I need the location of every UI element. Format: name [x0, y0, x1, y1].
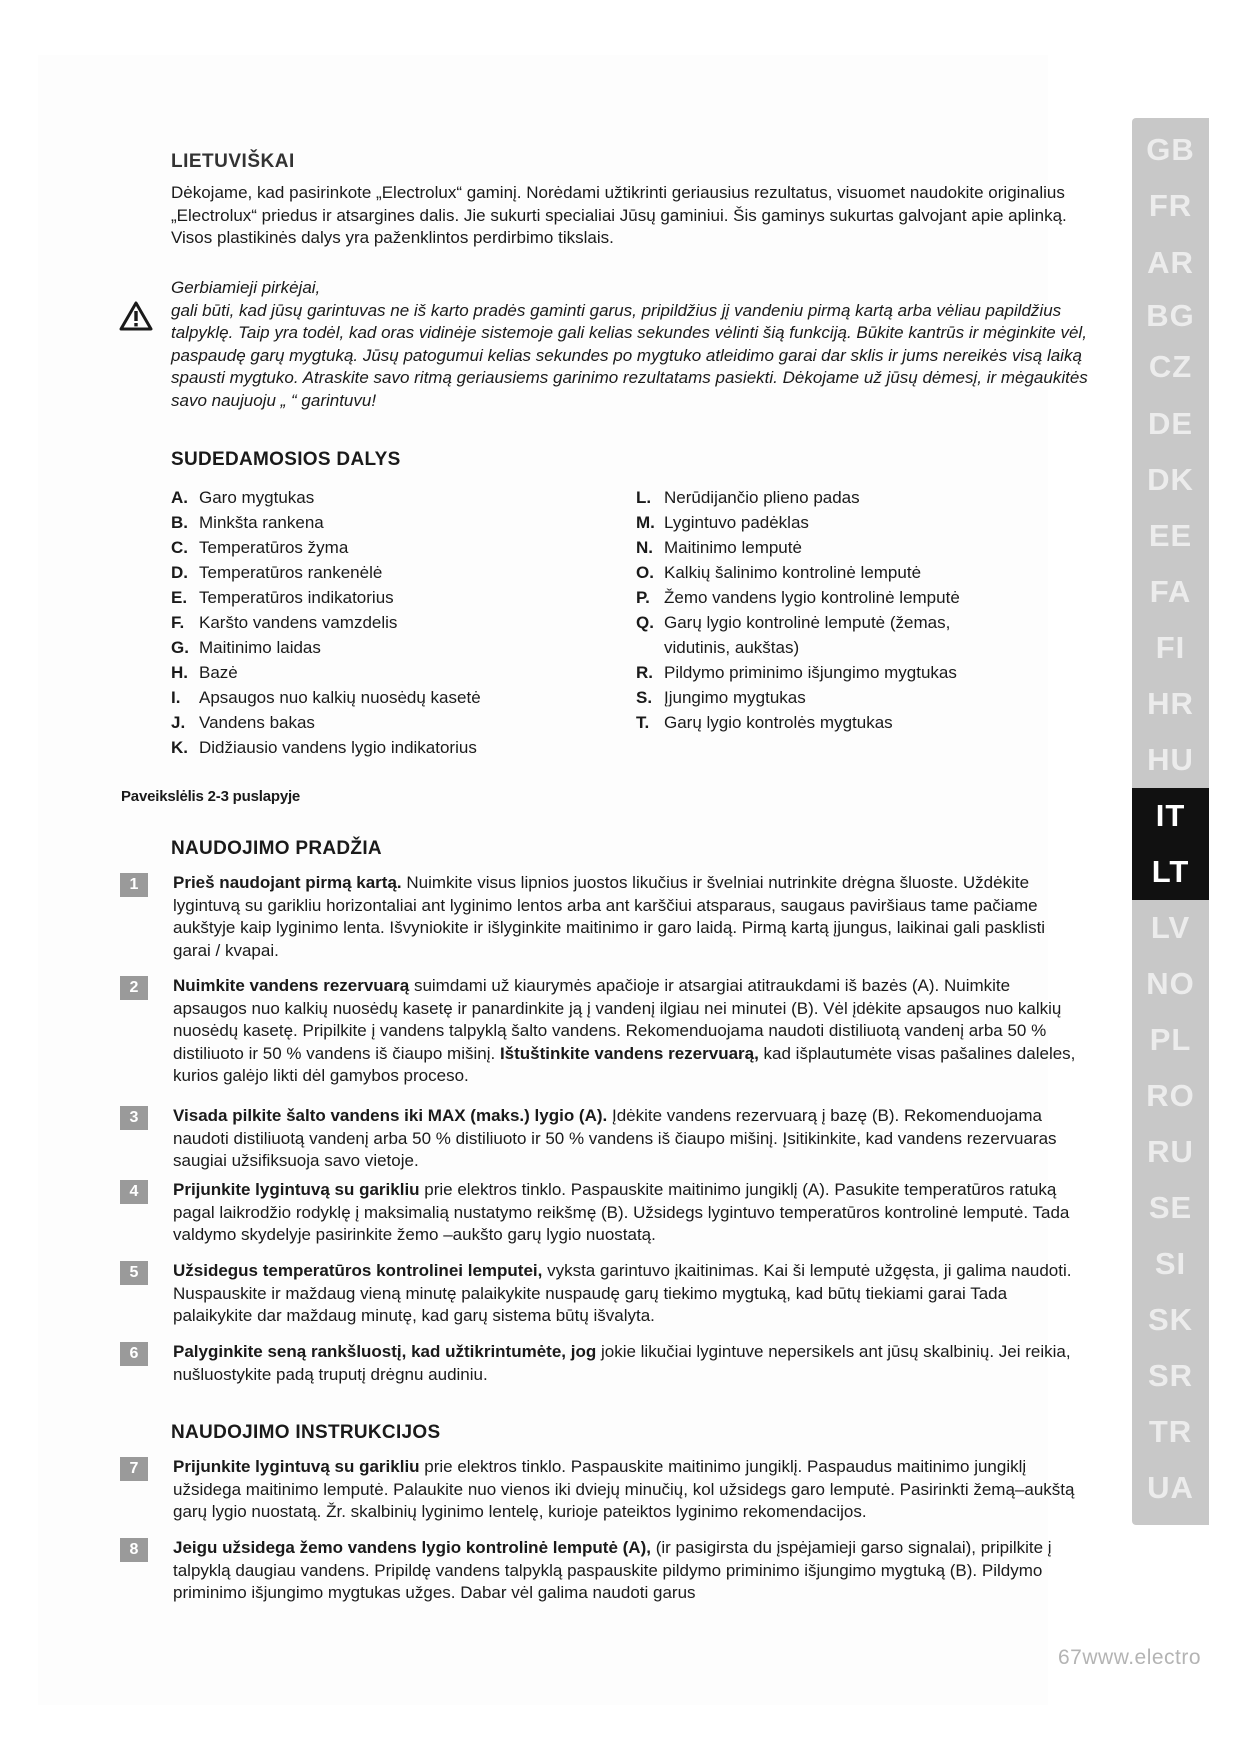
step-8-text	[173, 1537, 1083, 1605]
language-tab-gb[interactable]: GB	[1146, 132, 1195, 167]
step-2-text	[173, 975, 1083, 1088]
step-bold: Jeigu užsidega žemo vandens lygio kontrolinė lemputė (A),	[173, 1538, 651, 1557]
step-4-text	[173, 1179, 1083, 1247]
step-body: Nuimkite visus lipnios juostos likučius ir švelniai nutrinkite drėgna šluoste. Uždėkite lygintuvą su garikliu horizontaliai ant lyginimo lentos arba ant karščiui atsparaus, saugaus paviršiaus tame pačiame aukštyje kaip lyginimo lenta. Išvyniokite ir išlyginkite maitinimo ir garo laidą. Pirmą kartą įjungus, laikinai gali pasklisti garai / kvapai.	[173, 873, 1046, 960]
part-text: Žemo vandens lygio kontrolinė lemputė	[664, 588, 960, 607]
part-item	[171, 510, 611, 535]
step-bold: Nuimkite vandens rezervuarą	[173, 976, 410, 995]
part-item	[171, 735, 611, 760]
step-number-badge: 7	[120, 1457, 148, 1481]
step-bold: Prijunkite lygintuvą su garikliu	[173, 1180, 420, 1199]
part-text: Temperatūros žyma	[199, 538, 349, 557]
part-item	[636, 485, 1076, 510]
part-item	[171, 485, 611, 510]
language-tab-hr[interactable]: HR	[1147, 686, 1194, 721]
part-item	[171, 535, 611, 560]
warning-body: gali būti, kad jūsų garintuvas ne iš karto pradės gaminti garus, pripildžius jį vandeniu pirmą kartą arba vėliau papildžius talpyklę. Taip yra todėl, kad oras vidinėje sistemoje gali kelias sekundes vėlinti šią funkciją. Būkite kantrūs ir mėginkite vėl, paspaudę garų mygtuką. Jūsų patogumui kelias sekundes po mygtuko atleidimo garai dar sklis ir jums nereikės visą laiką spausti mygtuko. Atraskite savo ritmą geriausiems garinimo rezultatams pasiekti. Dėkojame už jūsų dėmesį, ir mėgaukitės savo naujuoju „ “ garintuvu!	[171, 300, 1088, 410]
part-letter: I.	[171, 688, 181, 707]
part-item	[636, 610, 1076, 660]
step-body: prie elektros tinklo. Paspauskite maitinimo jungiklį (A). Pasukite temperatūros ratuką pagal laikrodžio rodyklę į maksimalią nustatymo reikšmę (B). Užsidegs lygintuvo temperatūros kontrolinė lemputė. Tada valdymo skydelyje pasirinkite žemo –aukšto garų lygio nuostatą.	[173, 1180, 1070, 1244]
language-tab-it[interactable]: IT	[1132, 788, 1209, 844]
language-tab-si[interactable]: SI	[1154, 1246, 1187, 1281]
part-letter: A.	[171, 488, 188, 507]
step-bold: Palyginkite seną rankšluostį, kad užtikrintumėte, jog	[173, 1342, 597, 1361]
part-letter: E.	[171, 588, 188, 607]
language-tab-dk[interactable]: DK	[1147, 462, 1194, 497]
part-letter: J.	[171, 713, 186, 732]
part-text: Vandens bakas	[199, 713, 315, 732]
part-text: Kalkių šalinimo kontrolinė lemputė	[664, 563, 922, 582]
part-text: Garų lygio kontrolinė lemputė (žemas, vidutinis, aukštas)	[664, 613, 951, 657]
part-text: Garo mygtukas	[199, 488, 315, 507]
part-item	[636, 510, 1076, 535]
language-tab-hu[interactable]: HU	[1147, 742, 1194, 777]
part-item	[636, 585, 1076, 610]
part-text: Temperatūros rankenėlė	[199, 563, 383, 582]
part-item	[636, 560, 1076, 585]
part-item	[171, 560, 611, 585]
language-tab-de[interactable]: DE	[1147, 406, 1194, 441]
language-tab-fa[interactable]: FA	[1149, 574, 1192, 609]
step-body: vyksta garintuvo įkaitinimas. Kai ši lemputė užgęsta, ji galima naudoti. Nuspauskite ir maždaug vieną minutę palaikykite nuspaudę garų tiekimo mygtuką, kad būtų tiekiami garai Tada palaikykite dar maždaug minutę, kad garų sistema būtų išvalyta.	[173, 1261, 1072, 1325]
step-5-text	[173, 1260, 1083, 1328]
step-body-2: kad išplautumėte visas pašalines daleles, kurios galėjo likti dėl gamybos proceso.	[173, 1043, 1076, 1085]
language-tab-fi[interactable]: FI	[1155, 630, 1186, 665]
part-letter: F.	[171, 613, 185, 632]
step-1-text	[173, 872, 1083, 962]
part-text: Maitinimo lemputė	[664, 538, 802, 557]
language-tab-pl[interactable]: PL	[1149, 1022, 1192, 1057]
step-body: (ir pasigirsta du įspėjamieji garso signalai), pripilkite į talpyklą daugiau vandens. Pripildę vandens talpyklą paspauskite pildymo priminimo išjungimo mygtuką (B). Pildymo priminimo išjungimo mygtukas užges. Dabar vėl galima naudoti garus	[173, 1538, 1052, 1602]
language-tab-fr[interactable]: FR	[1148, 188, 1193, 223]
start-section-title: NAUDOJIMO PRADŽIA	[171, 838, 382, 859]
part-text: Nerūdijančio plieno padas	[664, 488, 860, 507]
step-3-text	[173, 1105, 1083, 1173]
language-tab-ua[interactable]: UA	[1147, 1470, 1194, 1505]
language-tab-lt[interactable]: LT	[1132, 844, 1209, 900]
language-tab-lv[interactable]: LV	[1150, 910, 1191, 945]
part-text: Maitinimo laidas	[199, 638, 321, 657]
part-item	[171, 635, 611, 660]
step-body: Įdėkite vandens rezervuarą į bazę (B). Rekomenduojama naudoti distiliuotą vandenį arba 50 % distiliuoto ir 50 % vandens iš čiaupo mišinį. Įsitikinkite, kad vandens rezervuaras saugiai užsifiksuoja savo vietoje.	[173, 1106, 1057, 1170]
page-footer: 67www.electro	[1058, 1646, 1202, 1669]
part-item	[636, 685, 1076, 710]
part-item	[636, 535, 1076, 560]
warning-greeting: Gerbiamieji pirkėjai,	[171, 278, 321, 297]
part-letter: S.	[636, 688, 653, 707]
warning-icon	[119, 300, 153, 332]
step-body: suimdami už kiaurymės apačioje ir atsargiai atitraukdami iš bazės (A). Nuimkite apsaugos nuo kalkių nuosėdų kasetę ir panardinkite ją į vandenį ilgiau nei minutei (B). Vėl įdėkite apsaugos nuo kalkių nuosėdų kasetę. Pripilkite į vandens talpyklą šalto vandens. Rekomenduojama naudoti distiliuotą vandenį arba 50 % distiliuoto ir 50 % vandens iš čiaupo mišinį.	[173, 976, 1062, 1063]
page-heading: LIETUVIŠKAI	[171, 151, 295, 172]
language-tab-no[interactable]: NO	[1146, 966, 1195, 1001]
part-letter: K.	[171, 738, 188, 757]
language-tab-ar[interactable]: AR	[1147, 245, 1194, 280]
part-text: Temperatūros indikatorius	[199, 588, 394, 607]
part-letter: B.	[171, 513, 188, 532]
part-item	[171, 710, 611, 735]
step-number-badge: 5	[120, 1261, 148, 1285]
part-item	[171, 685, 611, 710]
parts-title: SUDEDAMOSIOS DALYS	[171, 449, 401, 470]
language-tab-ru[interactable]: RU	[1147, 1134, 1194, 1169]
intro-paragraph: Dėkojame, kad pasirinkote „Electrolux“ gaminį. Norėdami užtikrinti geriausius rezultatus, visuomet naudokite originalius „Electrolux“ priedus ir atsargines dalis. Jie sukurti specialiai Jūsų gaminiui. Šis gaminys sukurtas galvojant apie aplinką. Visos plastikinės dalys yra paženklintos perdirbimo tikslais.	[171, 183, 1067, 247]
part-letter: M.	[636, 513, 655, 532]
language-tab-sr[interactable]: SR	[1147, 1358, 1194, 1393]
part-letter: T.	[636, 713, 650, 732]
part-letter: O.	[636, 563, 654, 582]
part-letter: N.	[636, 538, 653, 557]
step-number-badge: 8	[120, 1538, 148, 1562]
language-tab-se[interactable]: SE	[1148, 1190, 1193, 1225]
figure-caption: Paveikslėlis 2-3 puslapyje	[121, 788, 301, 805]
parts-list-left	[171, 485, 611, 760]
part-text: Karšto vandens vamzdelis	[199, 613, 398, 632]
part-letter: P.	[636, 588, 650, 607]
part-text: Bazė	[199, 663, 238, 682]
step-bold-2: Ištuštinkite vandens rezervuarą,	[499, 1043, 759, 1063]
step-bold: Visada pilkite šalto vandens iki MAX (maks.) lygio (A).	[173, 1106, 608, 1125]
part-text: Didžiausio vandens lygio indikatorius	[199, 738, 477, 757]
parts-list-right	[636, 485, 1076, 735]
part-letter: D.	[171, 563, 188, 582]
part-text: Lygintuvo padėklas	[664, 513, 809, 532]
part-item	[636, 660, 1076, 685]
part-text: Garų lygio kontrolės mygtukas	[664, 713, 893, 732]
part-item	[171, 585, 611, 610]
step-body: jokie likučiai lygintuve nepersikels ant jūsų skalbinių. Jei reikia, nušluostykite padą truputį drėgnu audiniu.	[173, 1342, 1071, 1384]
part-letter: G.	[171, 638, 189, 657]
language-tab-sk[interactable]: SK	[1147, 1302, 1194, 1337]
language-tab-bg[interactable]: BG	[1146, 298, 1195, 333]
part-item	[636, 710, 1076, 735]
step-7-text	[173, 1456, 1083, 1524]
language-tab-ee[interactable]: EE	[1148, 518, 1193, 553]
step-number-badge: 1	[120, 873, 148, 897]
language-tab-tr[interactable]: TR	[1148, 1414, 1193, 1449]
step-body: prie elektros tinklo. Paspauskite maitinimo jungiklį. Paspaudus maitinimo jungiklį užsidega maitinimo lemputė. Palaukite nuo vienos iki dviejų minučių, kol užsidegs garo lemputė. Pasirinkti žemą–aukštą garų lygio nuostatą. Žr. skalbinių lyginimo lentelę, kurioje pateiktos lyginimo rekomendacijos.	[173, 1457, 1075, 1521]
step-bold: Prieš naudojant pirmą kartą.	[173, 873, 402, 892]
part-letter: Q.	[636, 613, 654, 632]
part-text: Pildymo priminimo išjungimo mygtukas	[664, 663, 957, 682]
usage-section-title: NAUDOJIMO INSTRUKCIJOS	[171, 1422, 441, 1443]
step-number-badge: 2	[120, 976, 148, 1000]
part-text: Įjungimo mygtukas	[664, 688, 806, 707]
part-letter: L.	[636, 488, 652, 507]
step-bold: Užsidegus temperatūros kontrolinei lemputei,	[173, 1261, 543, 1280]
part-letter: R.	[636, 663, 653, 682]
warning-text	[171, 277, 1091, 412]
step-bold: Prijunkite lygintuvą su garikliu	[173, 1457, 420, 1476]
step-6-text	[173, 1341, 1083, 1386]
part-letter: H.	[171, 663, 188, 682]
step-number-badge: 6	[120, 1342, 148, 1366]
part-letter: C.	[171, 538, 188, 557]
step-number-badge: 3	[120, 1106, 148, 1130]
step-number-badge: 4	[120, 1180, 148, 1204]
language-tab-ro[interactable]: RO	[1146, 1078, 1195, 1113]
part-item	[171, 660, 611, 685]
part-item	[171, 610, 611, 635]
language-tab-cz[interactable]: CZ	[1148, 349, 1193, 384]
part-text: Apsaugos nuo kalkių nuosėdų kasetė	[199, 688, 481, 707]
part-text: Minkšta rankena	[199, 513, 324, 532]
